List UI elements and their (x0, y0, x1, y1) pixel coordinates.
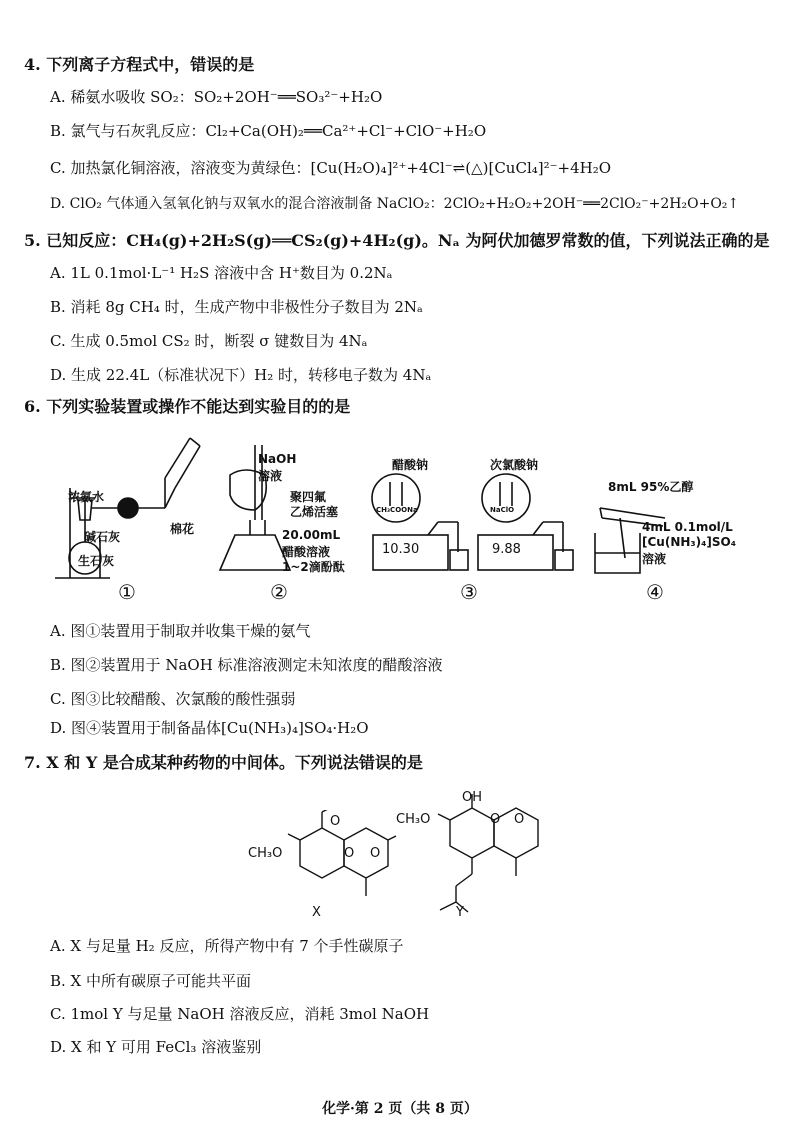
q4-option-c: C. 加热氯化铜溶液，溶液变为黄绿色：[Cu(H₂O)₄]²⁺+4Cl⁻⇌(△)[CuCl₄]²⁻+4H₂O (50, 159, 612, 177)
q5-option-a: A. 1L 0.1mol·L⁻¹ H₂S 溶液中含 H⁺数目为 0.2Nₐ (50, 264, 393, 282)
q7-stem: 7. X 和 Y 是合成某种药物的中间体。下列说法错误的是 (24, 753, 423, 772)
x-label-ketone-o: O (330, 814, 341, 829)
f2-label-naoh: NaOH (258, 452, 297, 466)
q7-option-b: B. X 中所有碳原子可能共平面 (50, 972, 252, 990)
f2-label-ptfe: 聚四氟 (290, 490, 327, 504)
f4-label-ethanol: 8mL 95%乙醇 (608, 480, 694, 494)
y-label-carbonyl-o: O (514, 812, 525, 827)
f1-label-sodalime: 碱石灰 (84, 530, 121, 544)
q6-option-d: D. 图④装置用于制备晶体[Cu(NH₃)₄]SO₄·H₂O (50, 719, 369, 737)
x-label-name: X (312, 905, 321, 920)
y-label-och3: CH₃O (396, 812, 431, 827)
f2-label-phenolphthalein: 1~2滴酚酞 (282, 560, 345, 574)
q7-option-a: A. X 与足量 H₂ 反应，所得产物中有 7 个手性碳原子 (50, 937, 404, 955)
figure-number-4: ④ (646, 580, 664, 604)
q5-option-d: D. 生成 22.4L（标准状况下）H₂ 时，转移电子数为 4Nₐ (50, 366, 432, 384)
f3-label-sodium-acetate: 醋酸钠 (392, 458, 429, 472)
q7-option-c: C. 1mol Y 与足量 NaOH 溶液反应，消耗 3mol NaOH (50, 1005, 430, 1023)
f2-label-volume: 20.00mL (282, 528, 341, 542)
f4-label-complex: [Cu(NH₃)₄]SO₄ (642, 535, 736, 549)
f4-label-conc: 4mL 0.1mol/L (642, 520, 733, 534)
q5-option-b: B. 消耗 8g CH₄ 时，生成产物中非极性分子数目为 2Nₐ (50, 298, 423, 316)
q4-stem: 4. 下列离子方程式中，错误的是 (24, 55, 255, 74)
f1-label-cotton: 棉花 (170, 522, 195, 536)
f3-label-sodium-hypochlorite: 次氯酸钠 (490, 458, 539, 472)
q7-option-d: D. X 和 Y 可用 FeCl₃ 溶液鉴别 (50, 1038, 262, 1056)
y-label-ring-o: O (490, 812, 501, 827)
f1-label-ammonia: 浓氨水 (68, 490, 105, 504)
f2-label-stopcock: 乙烯活塞 (290, 505, 339, 519)
figure-number-3: ③ (460, 580, 478, 604)
molecule-x-structure (250, 810, 400, 920)
q6-stem: 6. 下列实验装置或操作不能达到实验目的的是 (24, 397, 351, 416)
q4-option-d: D. ClO₂ 气体通入氢氧化钠与双氧水的混合溶液制备 NaClO₂：2ClO₂+H₂O₂+2OH⁻══2ClO₂⁻+2H₂O+O₂↑ (50, 196, 740, 212)
x-label-carbonyl-o: O (370, 846, 381, 861)
q6-option-a: A. 图①装置用于制取并收集干燥的氨气 (50, 622, 311, 640)
figure-1-ammonia-apparatus (40, 428, 220, 583)
f2-label-acetic: 醋酸溶液 (282, 545, 331, 559)
q5-option-c: C. 生成 0.5mol CS₂ 时，断裂 σ 键数目为 4Nₐ (50, 332, 368, 350)
x-label-ring-o: O (344, 846, 355, 861)
f3-label-naclo: NaClO (490, 506, 515, 514)
q5-stem: 5. 已知反应：CH₄(g)+2H₂S(g)══CS₂(g)+4H₂(g)。Nₐ 为阿伏加德罗常数的值，下列说法正确的是 (24, 231, 770, 250)
f4-label-solution: 溶液 (642, 552, 667, 566)
f3-label-ch3coona: CH₃COONa (376, 506, 418, 514)
q4-option-a: A. 稀氨水吸收 SO₂：SO₂+2OH⁻══SO₃²⁻+H₂O (50, 88, 383, 106)
figure-number-1: ① (118, 580, 136, 604)
y-label-oh: OH (462, 790, 483, 805)
f3-reading-hypochlorite: 9.88 (492, 542, 521, 557)
f1-label-quicklime: 生石灰 (78, 554, 115, 568)
q6-option-b: B. 图②装置用于 NaOH 标准溶液测定未知浓度的醋酸溶液 (50, 656, 443, 674)
page-footer: 化学·第 2 页（共 8 页） (322, 1101, 478, 1117)
q6-option-c: C. 图③比较醋酸、次氯酸的酸性强弱 (50, 690, 296, 708)
molecule-y-structure (420, 790, 570, 920)
figure-3-ph-meters (368, 470, 578, 575)
figure-number-2: ② (270, 580, 288, 604)
f2-label-solution: 溶液 (258, 469, 283, 483)
f3-reading-acetate: 10.30 (382, 542, 420, 557)
y-label-name: Y (456, 905, 464, 920)
q4-option-b: B. 氯气与石灰乳反应：Cl₂+Ca(OH)₂══Ca²⁺+Cl⁻+ClO⁻+H₂O (50, 122, 487, 140)
x-label-och3: CH₃O (248, 846, 283, 861)
